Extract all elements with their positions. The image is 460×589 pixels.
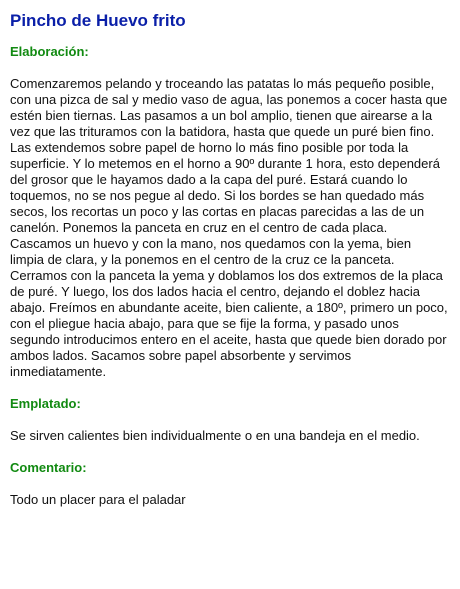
section-text-comentario: Todo un placer para el paladar: [10, 492, 186, 507]
section-text-elaboracion: Comenzaremos pelando y troceando las patatas lo más pequeño posible, con una pizca de sal y medio vaso de agua, las ponemos a cocer hasta que estén bien tiernas. Las pasamos a un bol amplio, tienen que airearse a la vez que las trituramos con la batidora, hasta que quede un puré bien fino. Las extendemos sobre papel de horno lo más fino posible por toda la superficie. Y lo metemos en el horno a 90º durante 1 hora, esto dependerá del grosor que le hayamos dado a la capa del puré. Estará cuando lo toquemos, no se nos pegue al dedo. Si los bordes se han quedado más secos, los recortas un poco y las cortas en placas parecidas a las de un canelón. Ponemos la panceta en cruz en el centro de cada placa. Cascamos un huevo y con la mano, nos quedamos con la yema, bien limpia de clara, y la ponemos en el centro de la cruz ce la panceta. Cerramos con la panceta la yema y doblamos los dos extremos de la placa de puré. Y luego, los dos lados hacia el centro, dejando el doblez hacia abajo. Freímos en abundante aceite, bien caliente, a 180º, primero un poco, con el pliegue hacia abajo, para que se fije la forma, y pasado unos segundo introducimos entero en el aceite, hasta que quede bien dorado por ambos lados. Sacamos sobre papel absorbente y servimos inmediatamente.: [10, 76, 448, 379]
section-comentario: [10, 460, 448, 508]
section-emplatado: [10, 396, 448, 460]
section-heading-elaboracion: Elaboración:: [10, 44, 89, 59]
page-title: Pincho de Huevo frito: [10, 11, 186, 30]
section-text-emplatado: Se sirven calientes bien individualmente o en una bandeja en el medio.: [10, 428, 420, 443]
section-elaboracion: [10, 44, 448, 396]
section-heading-comentario: Comentario:: [10, 460, 87, 475]
section-heading-emplatado: Emplatado:: [10, 396, 81, 411]
